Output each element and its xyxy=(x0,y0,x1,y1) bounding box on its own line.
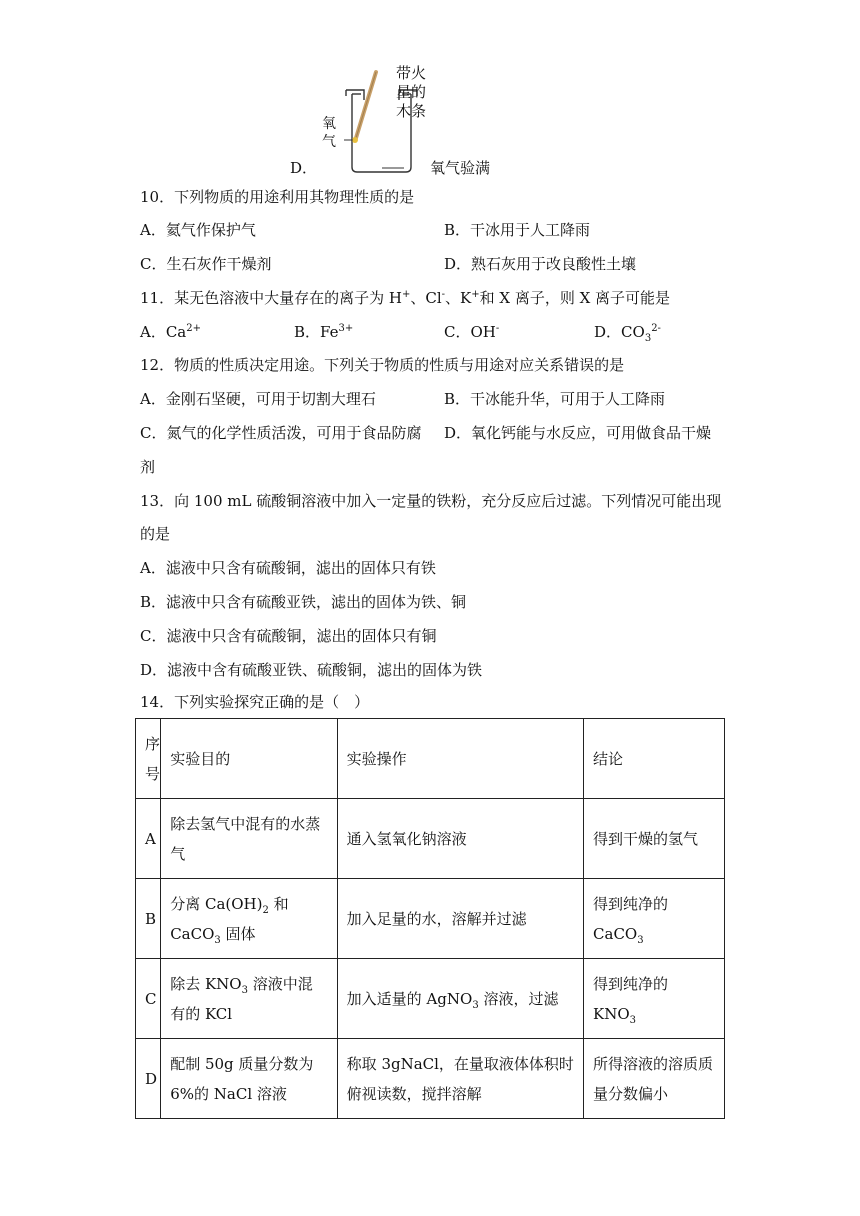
q11-option-b: B．$Fe^{3+}$ xyxy=(294,323,354,341)
q12-option-d: D．氧化钙能与水反应，可用做食品干燥 xyxy=(444,424,712,442)
row-conclusion: 得到纯净的 CaCO$_3$ xyxy=(584,879,725,959)
q12-option-c: C．氮气的化学性质活泼，可用于食品防腐 xyxy=(140,424,422,442)
row-id: C xyxy=(136,959,161,1039)
q12-option-b: B．干冰能升华，可用于人工降雨 xyxy=(444,390,666,408)
option-d-label: D． xyxy=(290,159,318,177)
q12-stem: 12．物质的性质决定用途。下列关于物质的性质与用途对应关系错误的是 xyxy=(140,356,625,374)
q13-option-c: C．滤液中只含有硫酸铜，滤出的固体只有铜 xyxy=(140,627,437,645)
header-purpose: 实验目的 xyxy=(161,719,337,799)
table-row xyxy=(136,879,725,959)
header-id: 序号 xyxy=(136,719,161,799)
row-conclusion: 得到干燥的氢气 xyxy=(584,799,725,879)
table-row xyxy=(136,799,725,879)
q13-option-d: D．滤液中含有硫酸亚铁、硫酸铜，滤出的固体为铁 xyxy=(140,661,483,679)
header-operation: 实验操作 xyxy=(337,719,583,799)
q10-option-a: A．氦气作保护气 xyxy=(140,221,256,239)
table-row xyxy=(136,1039,725,1119)
row-purpose: 配制 50g 质量分数为 6%的 NaCl 溶液 xyxy=(161,1039,337,1119)
oxygen-label: 氧 气 xyxy=(322,116,336,150)
table-row xyxy=(136,959,725,1039)
q11-option-a: A．$Ca^{2+}$ xyxy=(140,323,202,341)
row-conclusion: 得到纯净的 $KNO_3$ xyxy=(584,959,725,1039)
row-id: A xyxy=(136,799,161,879)
q11-option-d: D．$CO_3^{2-}$ xyxy=(594,323,661,344)
row-operation: 称取 3gNaCl，在量取液体体积时俯视读数，搅拌溶解 xyxy=(337,1039,583,1119)
row-operation: 加入适量的 AgNO$_3$ 溶液，过滤 xyxy=(337,959,583,1039)
figure-caption: 氧气验满 xyxy=(430,159,491,177)
row-purpose: 分离 $Ca(OH)_2$ 和 CaCO$_3$ 固体 xyxy=(161,879,337,959)
q13-option-a: A．滤液中只含有硫酸铜，滤出的固体只有铁 xyxy=(140,559,436,577)
q10-option-b: B．干冰用于人工降雨 xyxy=(444,221,591,239)
q14-stem: 14．下列实验探究正确的是（ ） xyxy=(140,693,370,711)
experiment-table xyxy=(135,718,725,1119)
q11-stem: 11．某无色溶液中大量存在的离子为 H+、Cl-、K+和 X 离子，则 X 离子可能是 xyxy=(140,289,671,307)
q10-stem: 10．下列物质的用途利用其物理性质的是 xyxy=(140,188,415,206)
splint-label: 带火 星的 木条 xyxy=(396,64,427,120)
q12-option-d-cont: 剂 xyxy=(140,458,156,476)
row-operation: 通入氢氧化钠溶液 xyxy=(337,799,583,879)
row-id: B xyxy=(136,879,161,959)
row-purpose: 除去氢气中混有的水蒸气 xyxy=(161,799,337,879)
q13-option-b: B．滤液中只含有硫酸亚铁，滤出的固体为铁、铜 xyxy=(140,593,467,611)
row-operation: 加入足量的水，溶解并过滤 xyxy=(337,879,583,959)
q10-option-d: D．熟石灰用于改良酸性土壤 xyxy=(444,255,637,273)
q11-option-c: C．OH- xyxy=(444,323,500,341)
q13-stem: 13．向 100 mL 硫酸铜溶液中加入一定量的铁粉，充分反应后过滤。下列情况可能出现 xyxy=(140,492,722,510)
header-conclusion: 结论 xyxy=(584,719,725,799)
q12-option-a: A．金刚石坚硬，可用于切割大理石 xyxy=(140,390,376,408)
row-id: D xyxy=(136,1039,161,1119)
row-purpose: 除去 $KNO_3$ 溶液中混有的 KCl xyxy=(161,959,337,1039)
q10-option-c: C．生石灰作干燥剂 xyxy=(140,255,272,273)
row-conclusion: 所得溶液的溶质质量分数偏小 xyxy=(584,1039,725,1119)
table-header-row xyxy=(136,719,725,799)
q13-stem-cont: 的是 xyxy=(140,525,171,543)
